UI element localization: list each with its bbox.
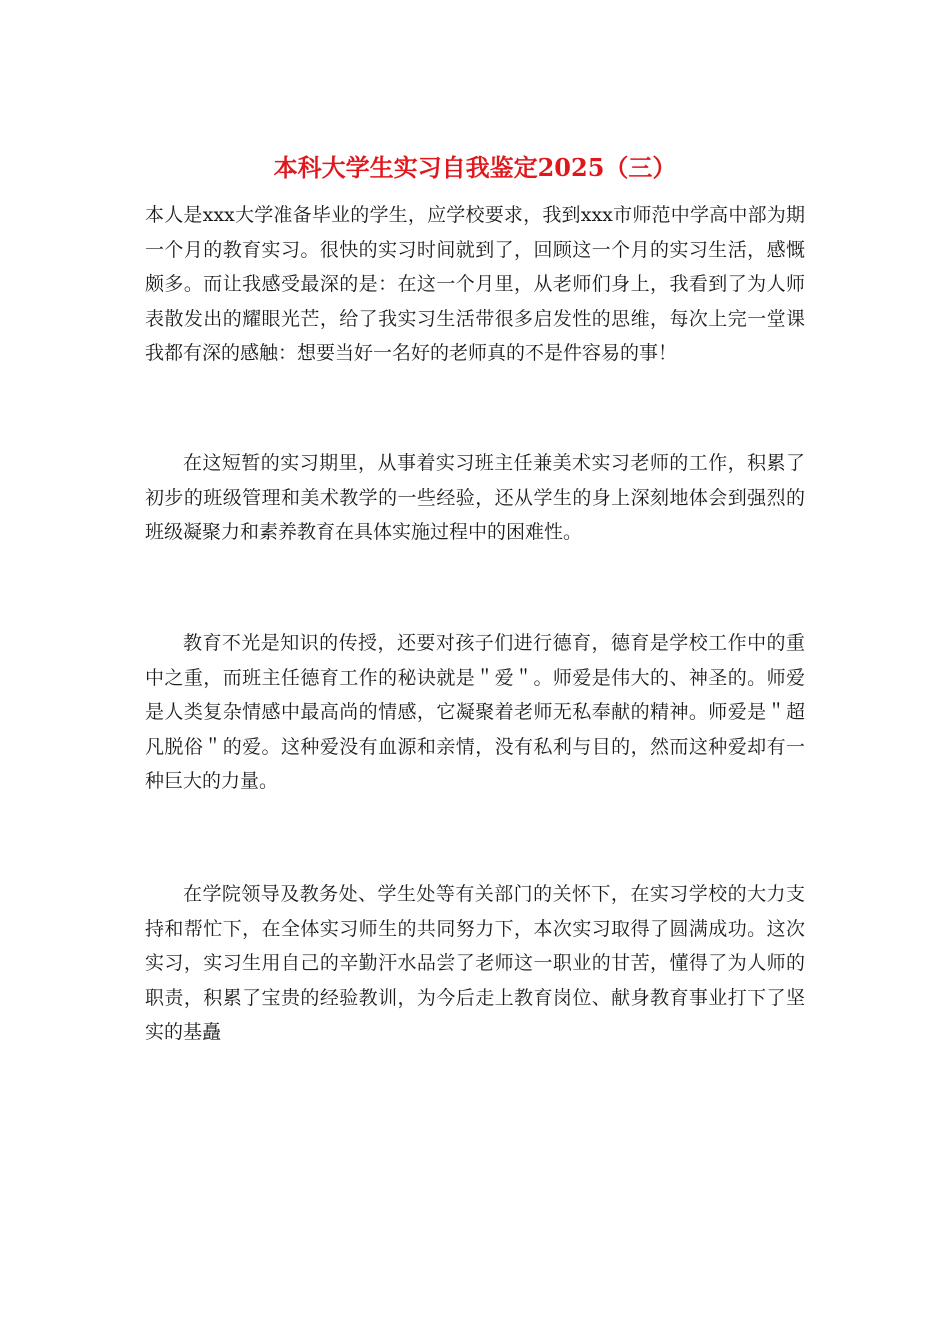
paragraph-intro: 本人是xxx大学准备毕业的学生，应学校要求，我到xxx市师范中学高中部为期一个月的教育实习。很快的实习时间就到了，回顾这一个月的实习生活，感慨颇多。而让我感受最深的是：在这一个月里，从老师们身上，我看到了为人师表散发出的耀眼光芒，给了我实习生活带很多启发性的思维，每次上完一堂课我都有深的感触：想要当好一名好的老师真的不是件容易的事！ (145, 204, 805, 364)
paragraph-moral-education: 教育不光是知识的传授，还要对孩子们进行德育，德育是学校工作中的重中之重，而班主任德育工作的秘诀就是＂爱＂。师爱是伟大的、神圣的。师爱是人类复杂情感中最高尚的情感，它凝聚着老师无私奉献的精神。师爱是＂超凡脱俗＂的爱。这种爱没有血源和亲情，没有私利与目的，然而这种爱却有一种巨大的力量。 (145, 632, 805, 792)
document-title: 本科大学生实习自我鉴定2025（三） (273, 153, 677, 182)
paragraph-internship-duties: 在这短暂的实习期里，从事着实习班主任兼美术实习老师的工作，积累了初步的班级管理和美术教学的一些经验，还从学生的身上深刻地体会到强烈的班级凝聚力和素养教育在具体实施过程中的困难性。 (145, 452, 805, 543)
paragraph-conclusion: 在学院领导及教务处、学生处等有关部门的关怀下，在实习学校的大力支持和帮忙下，在全体实习师生的共同努力下，本次实习取得了圆满成功。这次实习，实习生用自己的辛勤汗水品尝了老师这一职业的甘苦，懂得了为人师的职责，积累了宝贵的经验教训，为今后走上教育岗位、献身教育事业打下了坚实的基矗 (145, 883, 805, 1043)
